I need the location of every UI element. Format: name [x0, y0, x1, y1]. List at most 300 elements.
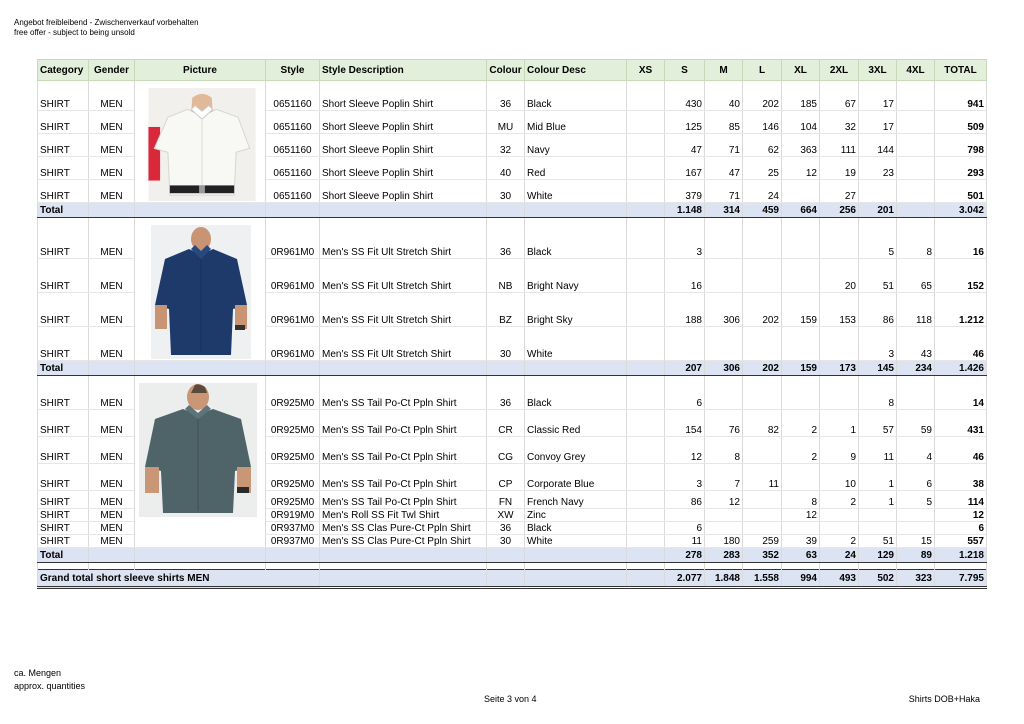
page-number: Seite 3 von 4	[484, 694, 537, 704]
style-cell: 0R961M0	[266, 326, 320, 360]
size-xxxxl-cell	[897, 87, 935, 110]
table-header-row	[38, 60, 987, 81]
total-xs-cell	[627, 361, 665, 376]
total-total-cell: 3.042	[935, 203, 987, 218]
gender-cell: MEN	[89, 436, 135, 463]
colour-desc-cell: Corporate Blue	[525, 463, 627, 490]
size-xs-cell	[627, 521, 665, 534]
style-description-cell: Men's SS Tail Po-Ct Ppln Shirt	[320, 436, 487, 463]
size-l-cell	[743, 258, 782, 292]
size-xxxxl-cell	[897, 133, 935, 156]
category-cell: SHIRT	[38, 258, 89, 292]
size-xl-cell: 39	[782, 534, 820, 547]
size-m-cell: 40	[705, 87, 743, 110]
size-m-cell	[705, 224, 743, 258]
size-s-cell: 16	[665, 258, 705, 292]
size-xs-cell	[627, 292, 665, 326]
gender-cell: MEN	[89, 258, 135, 292]
table-row	[38, 87, 987, 110]
size-xxxxl-cell	[897, 521, 935, 534]
size-total-cell: 152	[935, 258, 987, 292]
size-m-cell: 7	[705, 463, 743, 490]
col-s: S	[665, 60, 705, 81]
size-xxxl-cell: 17	[859, 110, 897, 133]
spacer-cell	[38, 563, 89, 570]
total-m-cell: 314	[705, 203, 743, 218]
total-label: Total	[38, 361, 89, 376]
total-label: Total	[38, 203, 89, 218]
category-cell: SHIRT	[38, 534, 89, 547]
colour-cell: CR	[487, 409, 525, 436]
empty-cell	[135, 203, 266, 218]
grand-total-row	[38, 570, 987, 588]
size-xl-cell: 8	[782, 490, 820, 508]
size-l-cell: 146	[743, 110, 782, 133]
colour-desc-cell: Black	[525, 521, 627, 534]
empty-cell	[525, 361, 627, 376]
size-total-cell: 6	[935, 521, 987, 534]
size-xxl-cell: 32	[820, 110, 859, 133]
grand-total-xxl-cell: 493	[820, 570, 859, 588]
size-xxl-cell: 2	[820, 490, 859, 508]
style-description-cell: Short Sleeve Poplin Shirt	[320, 110, 487, 133]
colour-cell: 36	[487, 521, 525, 534]
size-l-cell: 82	[743, 409, 782, 436]
col-picture: Picture	[135, 60, 266, 81]
grand-total-total-cell: 7.795	[935, 570, 987, 588]
grand-total-xxxxl-cell: 323	[897, 570, 935, 588]
grand-total-s-cell: 2.077	[665, 570, 705, 588]
spacer-cell	[627, 563, 665, 570]
empty-cell	[266, 203, 320, 218]
grand-spacer-row	[38, 563, 987, 570]
size-m-cell: 85	[705, 110, 743, 133]
total-xs-cell	[627, 548, 665, 563]
colour-desc-cell: Zinc	[525, 508, 627, 521]
col-total: TOTAL	[935, 60, 987, 81]
style-description-cell: Men's SS Clas Pure-Ct Ppln Shirt	[320, 534, 487, 547]
category-cell: SHIRT	[38, 326, 89, 360]
size-xxl-cell	[820, 508, 859, 521]
gender-cell: MEN	[89, 463, 135, 490]
size-xxxxl-cell	[897, 156, 935, 179]
col-2xl: 2XL	[820, 60, 859, 81]
size-xxxxl-cell	[897, 508, 935, 521]
total-xl-cell: 159	[782, 361, 820, 376]
colour-cell: 30	[487, 534, 525, 547]
total-s-cell: 1.148	[665, 203, 705, 218]
empty-cell	[487, 361, 525, 376]
category-cell: SHIRT	[38, 292, 89, 326]
style-cell: 0R937M0	[266, 534, 320, 547]
colour-desc-cell: Classic Red	[525, 409, 627, 436]
colour-desc-cell: White	[525, 326, 627, 360]
style-cell: 0651160	[266, 87, 320, 110]
size-m-cell	[705, 521, 743, 534]
size-xxxl-cell: 3	[859, 326, 897, 360]
size-xl-cell	[782, 326, 820, 360]
total-xxxl-cell: 145	[859, 361, 897, 376]
size-xxxxl-cell	[897, 382, 935, 409]
style-description-cell: Men's SS Fit Ult Stretch Shirt	[320, 258, 487, 292]
total-xs-cell	[627, 203, 665, 218]
size-xxxl-cell: 51	[859, 258, 897, 292]
grey-tailored-shirt-photo	[139, 383, 257, 517]
style-cell: 0651160	[266, 110, 320, 133]
size-xxxxl-cell: 15	[897, 534, 935, 547]
size-m-cell: 12	[705, 490, 743, 508]
colour-cell: 30	[487, 326, 525, 360]
size-xxl-cell: 19	[820, 156, 859, 179]
picture-cell	[135, 382, 266, 548]
category-cell: SHIRT	[38, 521, 89, 534]
empty-cell	[320, 570, 487, 588]
empty-cell	[320, 361, 487, 376]
col-l: L	[743, 60, 782, 81]
col-style-description: Style Description	[320, 60, 487, 81]
size-l-cell	[743, 490, 782, 508]
style-cell: 0R919M0	[266, 508, 320, 521]
size-m-cell: 71	[705, 179, 743, 202]
size-xxl-cell	[820, 326, 859, 360]
size-s-cell: 3	[665, 463, 705, 490]
size-xxl-cell	[820, 382, 859, 409]
style-cell: 0R925M0	[266, 490, 320, 508]
size-xl-cell: 363	[782, 133, 820, 156]
total-xxl-cell: 24	[820, 548, 859, 563]
size-xxxxl-cell: 5	[897, 490, 935, 508]
category-cell: SHIRT	[38, 179, 89, 202]
size-m-cell: 71	[705, 133, 743, 156]
size-xs-cell	[627, 179, 665, 202]
colour-desc-cell: Black	[525, 224, 627, 258]
col-4xl: 4XL	[897, 60, 935, 81]
size-xxxxl-cell: 118	[897, 292, 935, 326]
size-total-cell: 12	[935, 508, 987, 521]
col-colour-desc: Colour Desc	[525, 60, 627, 81]
empty-cell	[266, 361, 320, 376]
size-xxxxl-cell: 59	[897, 409, 935, 436]
colour-cell: MU	[487, 110, 525, 133]
spacer-cell	[135, 563, 266, 570]
colour-cell: CP	[487, 463, 525, 490]
size-m-cell: 76	[705, 409, 743, 436]
category-cell: SHIRT	[38, 382, 89, 409]
colour-cell: 30	[487, 179, 525, 202]
total-xxl-cell: 256	[820, 203, 859, 218]
colour-desc-cell: Bright Sky	[525, 292, 627, 326]
size-xxl-cell: 2	[820, 534, 859, 547]
total-xxl-cell: 173	[820, 361, 859, 376]
spacer-cell	[266, 563, 320, 570]
size-xs-cell	[627, 490, 665, 508]
colour-desc-cell: Black	[525, 382, 627, 409]
navy-stretch-shirt-photo	[151, 225, 251, 359]
colour-cell: 36	[487, 382, 525, 409]
style-cell: 0651160	[266, 133, 320, 156]
grand-total-label: Grand total short sleeve shirts MEN	[38, 570, 320, 588]
size-xxl-cell: 20	[820, 258, 859, 292]
size-total-cell: 941	[935, 87, 987, 110]
group-total-row	[38, 361, 987, 376]
grand-total-xl-cell: 994	[782, 570, 820, 588]
size-xxxxl-cell	[897, 179, 935, 202]
size-l-cell: 259	[743, 534, 782, 547]
empty-cell	[320, 548, 487, 563]
total-l-cell: 202	[743, 361, 782, 376]
size-m-cell: 306	[705, 292, 743, 326]
size-xs-cell	[627, 326, 665, 360]
spacer-cell	[89, 563, 135, 570]
size-total-cell: 293	[935, 156, 987, 179]
picture-cell	[135, 87, 266, 203]
size-xl-cell: 159	[782, 292, 820, 326]
size-xxxl-cell: 5	[859, 224, 897, 258]
size-xxxxl-cell: 65	[897, 258, 935, 292]
colour-desc-cell: Black	[525, 87, 627, 110]
size-xxxl-cell: 144	[859, 133, 897, 156]
spacer-cell	[665, 563, 705, 570]
size-l-cell: 24	[743, 179, 782, 202]
size-xl-cell	[782, 463, 820, 490]
col-xl: XL	[782, 60, 820, 81]
size-xxxl-cell: 1	[859, 463, 897, 490]
size-xs-cell	[627, 87, 665, 110]
grand-total-xs-cell	[627, 570, 665, 588]
size-xxl-cell: 1	[820, 409, 859, 436]
size-xs-cell	[627, 436, 665, 463]
size-s-cell: 125	[665, 110, 705, 133]
table-row	[38, 224, 987, 258]
gender-cell: MEN	[89, 179, 135, 202]
size-xxl-cell: 111	[820, 133, 859, 156]
empty-cell	[135, 361, 266, 376]
size-xxl-cell	[820, 224, 859, 258]
size-s-cell: 11	[665, 534, 705, 547]
white-poplin-shirt-photo	[147, 88, 257, 201]
size-xxxl-cell	[859, 508, 897, 521]
col-3xl: 3XL	[859, 60, 897, 81]
style-description-cell: Men's SS Clas Pure-Ct Ppln Shirt	[320, 521, 487, 534]
colour-cell: 36	[487, 87, 525, 110]
style-cell: 0R961M0	[266, 292, 320, 326]
size-xxxl-cell: 1	[859, 490, 897, 508]
category-cell: SHIRT	[38, 87, 89, 110]
total-total-cell: 1.218	[935, 548, 987, 563]
style-cell: 0R961M0	[266, 258, 320, 292]
size-l-cell: 11	[743, 463, 782, 490]
gender-cell: MEN	[89, 156, 135, 179]
gender-cell: MEN	[89, 110, 135, 133]
spacer-cell	[320, 563, 487, 570]
colour-cell: 36	[487, 224, 525, 258]
grand-total-m-cell: 1.848	[705, 570, 743, 588]
gender-cell: MEN	[89, 534, 135, 547]
group-total-row	[38, 548, 987, 563]
colour-desc-cell: French Navy	[525, 490, 627, 508]
style-cell: 0R925M0	[266, 463, 320, 490]
size-xxxxl-cell: 43	[897, 326, 935, 360]
size-s-cell: 6	[665, 521, 705, 534]
colour-desc-cell: Navy	[525, 133, 627, 156]
empty-cell	[525, 203, 627, 218]
table-row	[38, 382, 987, 409]
gender-cell: MEN	[89, 224, 135, 258]
category-cell: SHIRT	[38, 463, 89, 490]
size-l-cell	[743, 326, 782, 360]
total-m-cell: 283	[705, 548, 743, 563]
style-description-cell: Short Sleeve Poplin Shirt	[320, 133, 487, 156]
size-s-cell: 47	[665, 133, 705, 156]
size-total-cell: 557	[935, 534, 987, 547]
total-xxxxl-cell: 234	[897, 361, 935, 376]
colour-cell: 32	[487, 133, 525, 156]
size-xs-cell	[627, 258, 665, 292]
size-xs-cell	[627, 382, 665, 409]
spacer-cell	[705, 563, 743, 570]
total-xxxxl-cell: 89	[897, 548, 935, 563]
category-cell: SHIRT	[38, 508, 89, 521]
empty-cell	[135, 548, 266, 563]
size-xxxl-cell: 17	[859, 87, 897, 110]
size-total-cell: 114	[935, 490, 987, 508]
size-total-cell: 798	[935, 133, 987, 156]
size-xxxl-cell	[859, 179, 897, 202]
size-xxl-cell: 9	[820, 436, 859, 463]
size-s-cell: 3	[665, 224, 705, 258]
category-cell: SHIRT	[38, 224, 89, 258]
size-xxl-cell: 27	[820, 179, 859, 202]
size-m-cell	[705, 326, 743, 360]
size-m-cell	[705, 508, 743, 521]
style-cell: 0651160	[266, 156, 320, 179]
empty-cell	[89, 548, 135, 563]
spacer-cell	[859, 563, 897, 570]
style-description-cell: Men's Roll SS Fit Twl Shirt	[320, 508, 487, 521]
size-l-cell: 62	[743, 133, 782, 156]
gender-cell: MEN	[89, 490, 135, 508]
col-gender: Gender	[89, 60, 135, 81]
empty-cell	[89, 361, 135, 376]
colour-desc-cell: White	[525, 534, 627, 547]
size-xl-cell	[782, 179, 820, 202]
style-description-cell: Men's SS Tail Po-Ct Ppln Shirt	[320, 490, 487, 508]
footer-note-2: approx. quantities	[14, 681, 86, 691]
document-name: Shirts DOB+Haka	[908, 694, 980, 704]
size-xxxl-cell: 23	[859, 156, 897, 179]
size-total-cell: 14	[935, 382, 987, 409]
col-xs: XS	[627, 60, 665, 81]
gender-cell: MEN	[89, 508, 135, 521]
size-xl-cell: 104	[782, 110, 820, 133]
size-l-cell	[743, 508, 782, 521]
picture-cell	[135, 224, 266, 361]
total-m-cell: 306	[705, 361, 743, 376]
spacer-cell	[935, 563, 987, 570]
size-l-cell: 202	[743, 292, 782, 326]
footer-note-1: ca. Mengen	[14, 668, 62, 678]
total-xxxxl-cell	[897, 203, 935, 218]
size-s-cell	[665, 326, 705, 360]
total-xl-cell: 63	[782, 548, 820, 563]
size-total-cell: 509	[935, 110, 987, 133]
category-cell: SHIRT	[38, 409, 89, 436]
size-l-cell: 25	[743, 156, 782, 179]
size-xxl-cell	[820, 521, 859, 534]
size-xs-cell	[627, 110, 665, 133]
total-xxxl-cell: 201	[859, 203, 897, 218]
style-description-cell: Men's SS Tail Po-Ct Ppln Shirt	[320, 409, 487, 436]
style-description-cell: Short Sleeve Poplin Shirt	[320, 87, 487, 110]
category-cell: SHIRT	[38, 156, 89, 179]
size-xl-cell	[782, 224, 820, 258]
size-m-cell: 8	[705, 436, 743, 463]
total-l-cell: 352	[743, 548, 782, 563]
total-xl-cell: 664	[782, 203, 820, 218]
empty-cell	[89, 203, 135, 218]
size-xxxl-cell	[859, 521, 897, 534]
spacer-cell	[897, 563, 935, 570]
size-xxxxl-cell	[897, 110, 935, 133]
total-total-cell: 1.426	[935, 361, 987, 376]
size-xs-cell	[627, 534, 665, 547]
col-m: M	[705, 60, 743, 81]
size-xl-cell: 12	[782, 508, 820, 521]
col-colour: Colour	[487, 60, 525, 81]
size-l-cell	[743, 436, 782, 463]
gender-cell: MEN	[89, 133, 135, 156]
category-cell: SHIRT	[38, 436, 89, 463]
style-description-cell: Short Sleeve Poplin Shirt	[320, 156, 487, 179]
spacer-cell	[743, 563, 782, 570]
empty-cell	[487, 203, 525, 218]
style-cell: 0R925M0	[266, 382, 320, 409]
category-cell: SHIRT	[38, 133, 89, 156]
size-s-cell: 188	[665, 292, 705, 326]
grand-total-l-cell: 1.558	[743, 570, 782, 588]
colour-desc-cell: Mid Blue	[525, 110, 627, 133]
empty-cell	[525, 570, 627, 588]
size-s-cell: 12	[665, 436, 705, 463]
size-xs-cell	[627, 409, 665, 436]
size-xxxl-cell: 8	[859, 382, 897, 409]
grand-total-xxxl-cell: 502	[859, 570, 897, 588]
spacer-cell	[487, 563, 525, 570]
size-xxxl-cell: 11	[859, 436, 897, 463]
style-cell: 0651160	[266, 179, 320, 202]
size-xxl-cell: 153	[820, 292, 859, 326]
size-total-cell: 46	[935, 326, 987, 360]
style-cell: 0R937M0	[266, 521, 320, 534]
size-total-cell: 38	[935, 463, 987, 490]
disclaimer-line-2: free offer - subject to being unsold	[14, 28, 135, 37]
category-cell: SHIRT	[38, 110, 89, 133]
colour-cell: BZ	[487, 292, 525, 326]
size-xs-cell	[627, 508, 665, 521]
size-total-cell: 431	[935, 409, 987, 436]
size-l-cell	[743, 521, 782, 534]
size-xl-cell	[782, 258, 820, 292]
spacer-cell	[525, 563, 627, 570]
empty-cell	[525, 548, 627, 563]
colour-cell: NB	[487, 258, 525, 292]
total-s-cell: 278	[665, 548, 705, 563]
disclaimer-line-1: Angebot freibleibend - Zwischenverkauf vorbehalten	[14, 18, 199, 27]
colour-desc-cell: Bright Navy	[525, 258, 627, 292]
total-label: Total	[38, 548, 89, 563]
colour-cell: CG	[487, 436, 525, 463]
size-m-cell: 180	[705, 534, 743, 547]
